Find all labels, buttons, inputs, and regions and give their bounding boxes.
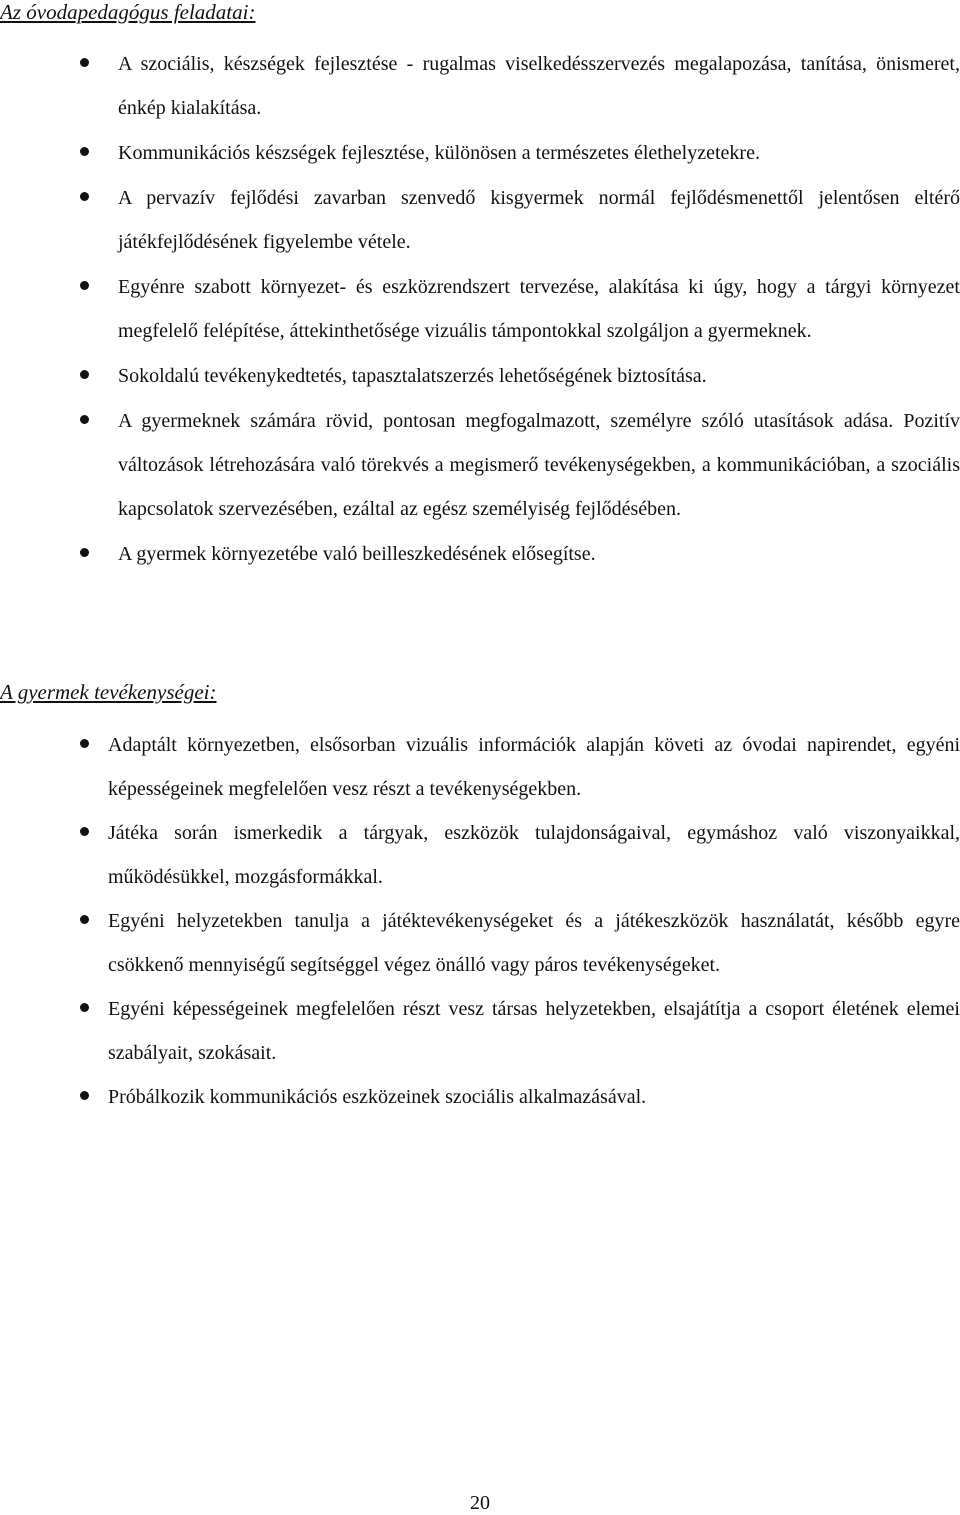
list-item	[108, 1075, 960, 1119]
bullet-icon	[80, 147, 89, 156]
list-item-text: A pervazív fejlődési zavarban szenvedő kisgyermek normál fejlődésmenettől jelentősen eltérő játékfejlődésének figyelembe vétele.	[118, 187, 960, 253]
list-item	[118, 399, 960, 531]
bullet-icon	[80, 1091, 89, 1100]
bullet-icon	[80, 192, 89, 201]
child-activities-list	[108, 723, 960, 1119]
teacher-tasks-list	[118, 42, 960, 577]
list-item-text: Próbálkozik kommunikációs eszközeinek szociális alkalmazásával.	[108, 1086, 647, 1108]
list-item-text: Egyéni képességeinek megfelelően részt vesz társas helyzetekben, elsajátítja a csoport életének elemei szabályait, szokásait.	[108, 998, 960, 1064]
list-item-text: A szociális, készségek fejlesztése - rugalmas viselkedésszervezés megalapozása, tanítása, önismeret, énkép kialakítása.	[118, 53, 960, 119]
list-item-text: Egyéni helyzetekben tanulja a játéktevékenységeket és a játékeszközök használatát, később egyre csökkenő mennyiségű segítséggel végez önálló vagy páros tevékenységeket.	[108, 910, 960, 976]
section-heading-teacher-tasks: Az óvodapedagógus feladatai:	[0, 0, 256, 24]
bullet-icon	[80, 58, 89, 67]
list-item-text: Sokoldalú tevékenykedtetés, tapasztalatszerzés lehetőségének biztosítása.	[118, 365, 707, 387]
list-item-text: Játéka során ismerkedik a tárgyak, eszközök tulajdonságaival, egymáshoz való viszonyaikkal, működésükkel, mozgásformákkal.	[108, 822, 960, 888]
list-item-text: Adaptált környezetben, elsősorban vizuális információk alapján követi az óvodai napirendet, egyéni képességeinek megfelelően vesz részt a tevékenységekben.	[108, 734, 960, 800]
list-item	[118, 176, 960, 264]
bullet-icon	[80, 370, 89, 379]
bullet-icon	[80, 827, 89, 836]
list-item	[108, 811, 960, 899]
list-item	[108, 899, 960, 987]
list-item	[108, 987, 960, 1075]
bullet-icon	[80, 281, 89, 290]
page-number: 20	[470, 1492, 490, 1514]
bullet-icon	[80, 415, 89, 424]
list-item	[118, 532, 960, 576]
list-item-text: A gyermeknek számára rövid, pontosan megfogalmazott, személyre szóló utasítások adása. Pozitív változások létrehozására való törekvés a megismerő tevékenységekben, a kommunikációban, a szociális kapcsolatok szervezésében, ezáltal az egész személyiség fejlődésében.	[118, 410, 960, 520]
list-item	[108, 723, 960, 811]
list-item	[118, 265, 960, 353]
bullet-icon	[80, 548, 89, 557]
list-item	[118, 42, 960, 130]
list-item-text: Kommunikációs készségek fejlesztése, különösen a természetes élethelyzetekre.	[118, 142, 760, 164]
bullet-icon	[80, 915, 89, 924]
bullet-icon	[80, 1003, 89, 1012]
section-heading-child-activities: A gyermek tevékenységei:	[0, 680, 217, 704]
list-item-text: Egyénre szabott környezet- és eszközrendszert tervezése, alakítása ki úgy, hogy a tárgyi környezet megfelelő felépítése, áttekinthetősége vizuális támpontokkal szolgáljon a gyermeknek.	[118, 276, 960, 342]
bullet-icon	[80, 739, 89, 748]
list-item	[118, 131, 960, 175]
list-item	[118, 354, 960, 398]
list-item-text: A gyermek környezetébe való beilleszkedésének elősegítse.	[118, 543, 596, 565]
